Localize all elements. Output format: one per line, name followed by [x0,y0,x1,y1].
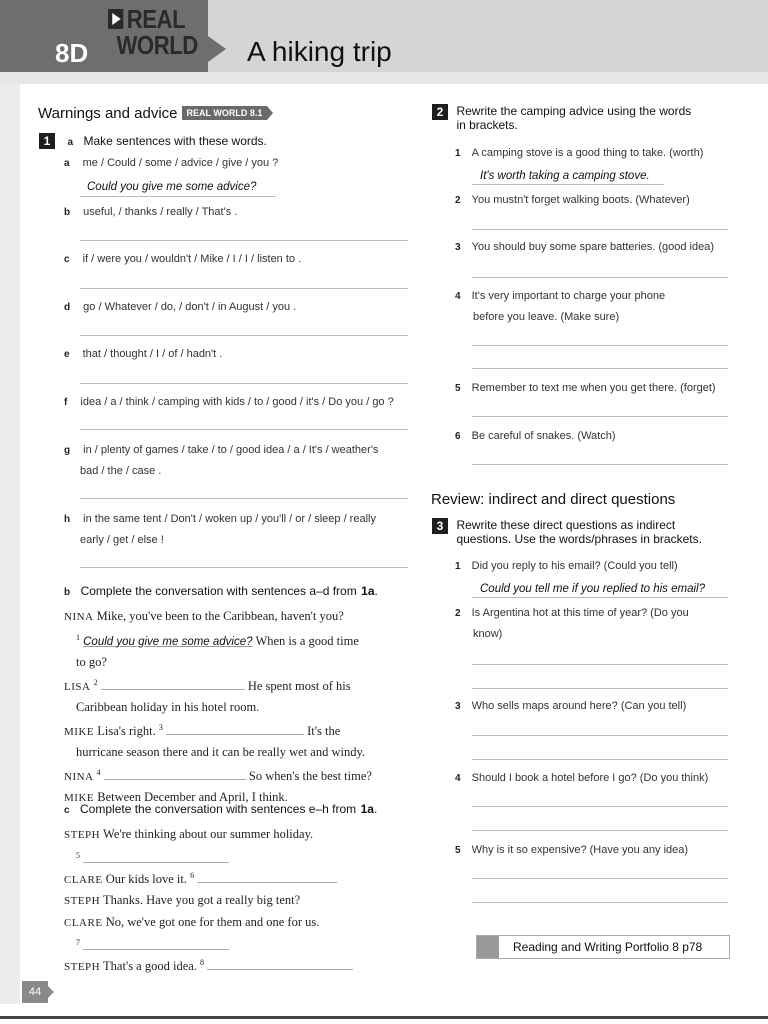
portfolio-reference: Reading and Writing Portfolio 8 p78 [476,935,730,959]
answer-line[interactable] [472,688,728,689]
exercise-2-header: 2 Rewrite the camping advice using the words in brackets. [432,104,691,134]
answer-line[interactable] [80,383,408,384]
list-item: 2 Is Argentina hot at this time of year? (Do you know) [455,607,689,640]
page-number: 44 [22,981,48,1003]
brand-line-2: WORLD [116,30,198,60]
portfolio-marker [477,936,499,958]
exercise-1-header: 1 a Make sentences with these words. [39,132,267,150]
play-icon [108,9,123,29]
list-item: 5 Why is it so expensive? (Have you any idea) [455,844,689,856]
answer-text: Could you tell me if you replied to his email? [480,583,706,595]
answer-line[interactable] [80,335,408,336]
list-item: 5 Remember to text me when you get there. (forget) [455,382,716,394]
unit-code: 8D [55,38,89,68]
real-world-badge: REAL WORLD 8.1 [182,106,268,120]
list-item: a me / Could / some / advice / give / you ? [64,157,279,169]
title-band [0,72,768,84]
list-item: 3 You should buy some spare batteries. (good idea) [455,241,714,253]
brand-line-1: REAL [126,4,186,34]
conversation-b: NINA Mike, you've been to the Caribbean, haven't you? $^1$ Could you give me some advice? When is a good time to go? LISA $^2$ He spent most of his Caribbean holiday in his hotel room. MIKE Lisa's right. $^3$ It's the hurricane season there and it can be really wet and windy. NINA $^4$ So when's the best time? MIKE Between December and April, I think. [64,609,372,804]
answer-line[interactable] [472,902,728,903]
answer-line[interactable] [472,368,728,369]
answer-text: Could you give me some advice? [83,635,253,648]
exercise-3-header: 3 Rewrite these direct questions as indirect questions. Use the words/phrases in brackets. [432,518,702,548]
unit-arrow-icon [208,36,226,62]
part-b-instruction: b Complete the conversation with sentences a–d from 1a. [64,584,378,598]
bottom-rule [0,1016,768,1019]
answer-line[interactable] [472,830,728,831]
real-world-logo [108,6,198,58]
answer-line[interactable] [472,664,728,665]
answer-line[interactable] [80,498,408,499]
section-title-review: Review: indirect and direct questions [431,491,676,508]
blank-8[interactable] [207,960,353,970]
list-item: 6 Be careful of snakes. (Watch) [455,430,616,442]
blank-3[interactable] [166,725,304,735]
exercise-number: 2 [432,104,448,120]
conversation-c: STEPH We're thinking about our summer holiday. $^5$ CLARE Our kids love it. $^6$ STEPH Thanks. Have you got a really big tent? CLARE No, we've got one for them and one for us. $^7$ STEPH That's a good idea. $^8$ [64,824,414,978]
list-item: 2 You mustn't forget walking boots. (Whatever) [455,194,690,206]
page-title: A hiking trip [247,36,392,67]
left-margin-strip [0,84,20,1004]
answer-line[interactable] [80,567,408,568]
section-title-warnings: Warnings and advice REAL WORLD 8.1 [38,105,267,122]
blank-5[interactable] [83,853,229,863]
list-item: b useful, / thanks / really / That's . [64,206,238,218]
answer-line[interactable] [472,416,728,417]
answer-line[interactable] [472,277,728,278]
answer-line[interactable] [80,429,408,430]
answer-line[interactable] [472,229,728,230]
list-item: 1 A camping stove is a good thing to take. (worth) [455,147,704,159]
answer-line[interactable] [472,878,728,879]
answer-text: It's worth taking a camping stove. [480,170,650,182]
answer-line[interactable] [472,759,728,760]
answer-line[interactable] [472,345,728,346]
list-item: d go / Whatever / do, / don't / in August / you . [64,301,297,313]
blank-6[interactable] [197,873,337,883]
answer-line [80,196,276,197]
list-item: 4 It's very important to charge your phone before you leave. (Make sure) [455,290,666,323]
answer-line[interactable] [472,735,728,736]
blank-2[interactable] [101,680,245,690]
exercise-number: 3 [432,518,448,534]
part-c-instruction: c Complete the conversation with sentences e–h from 1a. [64,802,378,816]
answer-line[interactable] [472,464,728,465]
blank-4[interactable] [104,770,246,780]
list-item: h in the same tent / Don't / woken up / you'll / or / sleep / really early / get / else ! [64,513,376,546]
list-item: e that / thought / I / of / hadn't . [64,348,223,360]
list-item: c if / were you / wouldn't / Mike / I / I / listen to . [64,253,302,265]
list-item: 3 Who sells maps around here? (Can you tell) [455,700,687,712]
list-item: g in / plenty of games / take / to / good idea / a / It's / weather's bad / the / case . [64,444,379,477]
answer-line[interactable] [80,288,408,289]
answer-text: Could you give me some advice? [87,181,257,193]
list-item: 1 Did you reply to his email? (Could you tell) [455,560,678,572]
answer-line[interactable] [80,240,408,241]
list-item: f idea / a / think / camping with kids / to / good / it's / Do you / go ? [64,396,394,408]
list-item: 4 Should I book a hotel before I go? (Do you think) [455,772,709,784]
answer-line [472,184,664,185]
blank-7[interactable] [83,940,229,950]
answer-line[interactable] [472,806,728,807]
exercise-number: 1 [39,133,55,149]
answer-line [472,597,728,598]
